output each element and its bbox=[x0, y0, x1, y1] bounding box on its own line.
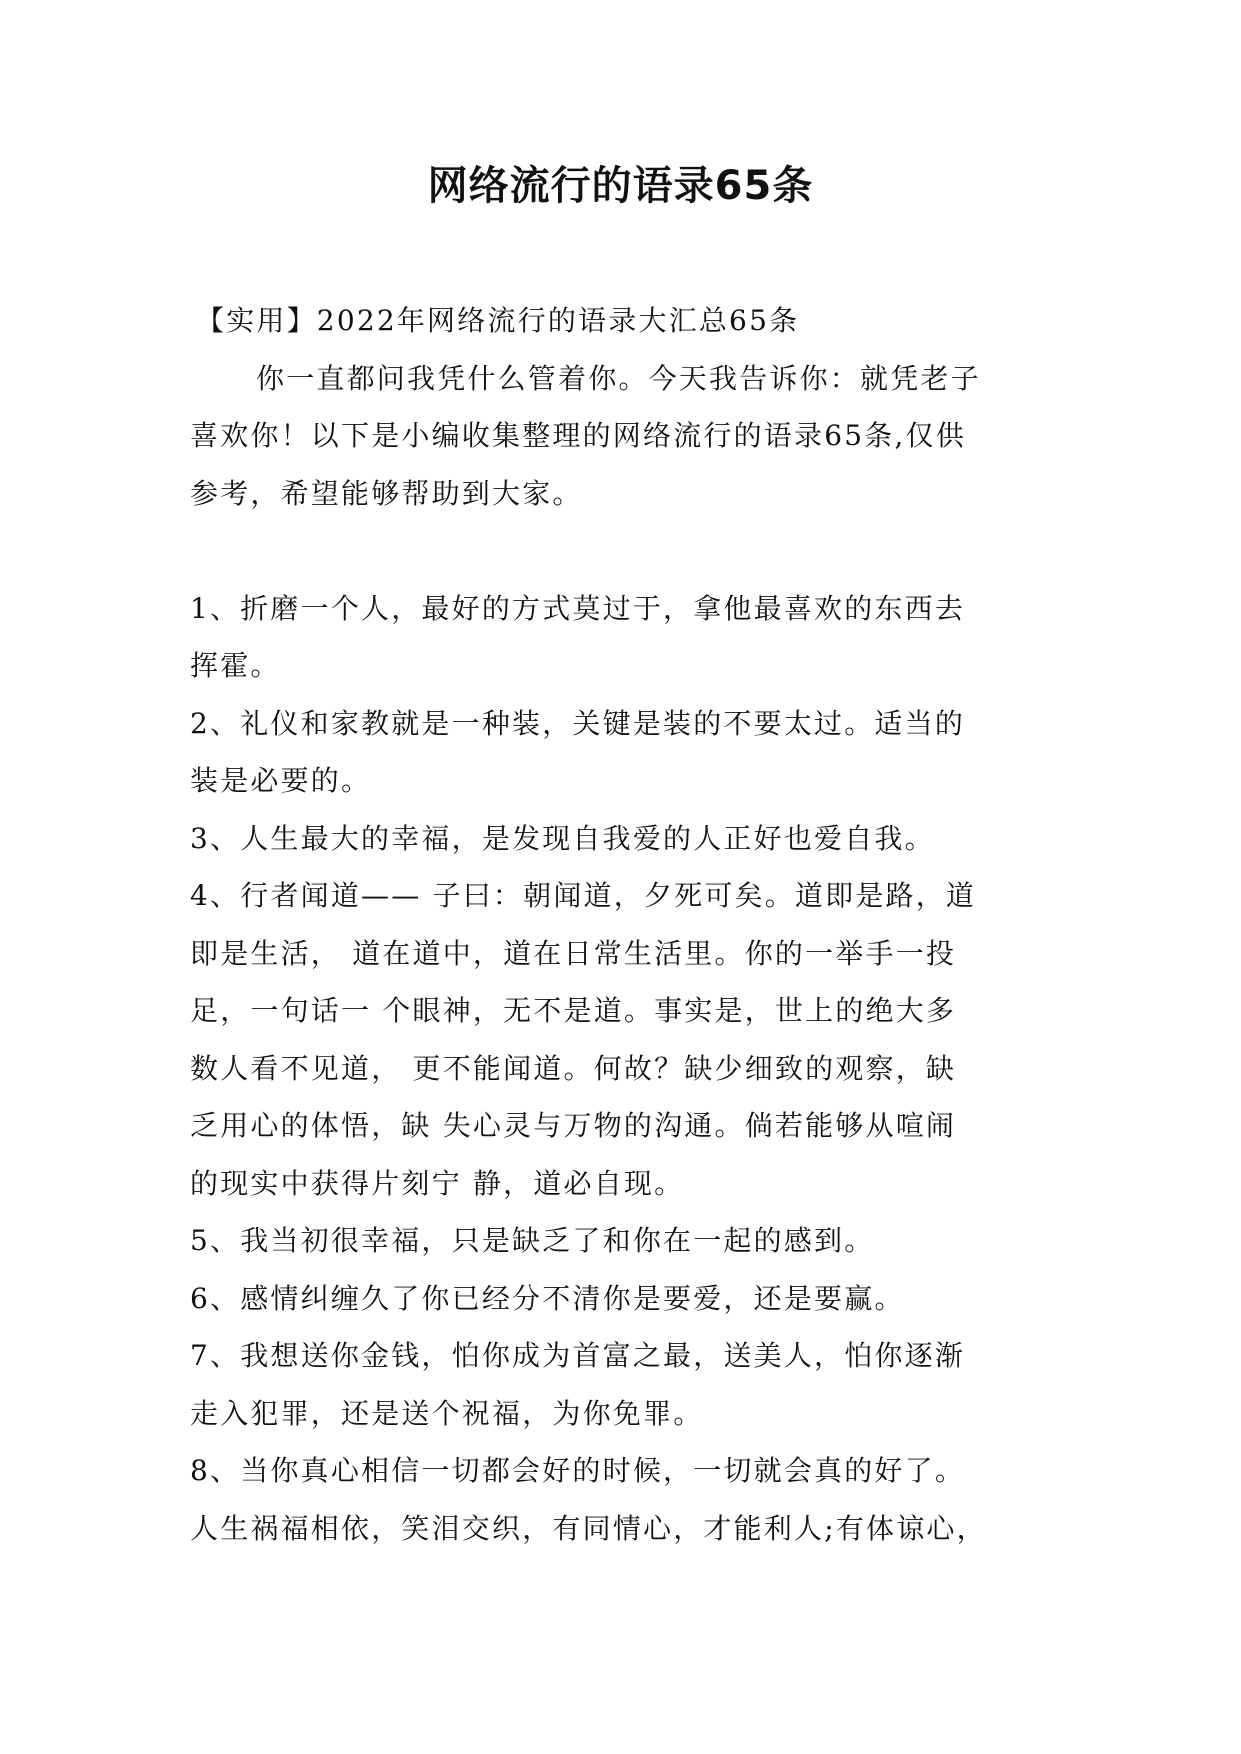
entry-line: 即是生活， 道在道中，道在日常生活里。你的一举手一投 bbox=[190, 936, 957, 970]
entry-line: 5、我当初很幸福，只是缺乏了和你在一起的感到。 bbox=[190, 1224, 875, 1257]
entry-line: 数人看不见道， 更不能闻道。何故？缺少细致的观察，缺 bbox=[190, 1051, 957, 1085]
entry-line: 4、行者闻道—— 子曰：朝闻道，夕死可矣。道即是路，道 bbox=[190, 879, 977, 912]
intro-line: 喜欢你！以下是小编收集整理的网络流行的语录65条,仅供 bbox=[190, 419, 966, 452]
paragraph-spacer bbox=[190, 522, 1051, 580]
entry-line: 足，一句话一 个眼神，无不是道。事实是，世上的绝大多 bbox=[190, 994, 957, 1027]
entry-line: 6、感情纠缠久了你已经分不清你是要爱，还是要赢。 bbox=[190, 1281, 905, 1315]
entry-line: 3、人生最大的幸福，是发现自我爱的人正好也爱自我。 bbox=[190, 821, 935, 855]
intro-line: 参考，希望能够帮助到大家。 bbox=[190, 476, 583, 510]
intro-line: 你一直都问我凭什么管着你。今天我告诉你：就凭老子 bbox=[256, 361, 981, 395]
entry-line: 的现实中获得片刻宁 静，道必自现。 bbox=[190, 1166, 685, 1200]
entry-line: 7、我想送你金钱，怕你成为首富之最，送美人，怕你逐渐 bbox=[190, 1339, 966, 1372]
entry-line: 装是必要的。 bbox=[190, 764, 372, 797]
entry-line: 人生祸福相依，笑泪交织，有同情心，才能利人;有体谅心， bbox=[190, 1511, 987, 1545]
entry-line: 2、礼仪和家教就是一种装，关键是装的不要太过。适当的 bbox=[190, 706, 966, 740]
document-body bbox=[190, 292, 1051, 1557]
subtitle-line: 【实用】2022年网络流行的语录大汇总65条 bbox=[196, 304, 800, 337]
entry-line: 乏用心的体悟，缺 失心灵与万物的沟通。倘若能够从喧闹 bbox=[190, 1109, 957, 1142]
entry-line: 8、当你真心相信一切都会好的时候，一切就会真的好了。 bbox=[190, 1454, 966, 1487]
entry-line: 挥霍。 bbox=[190, 649, 281, 682]
entry-line: 走入犯罪，还是送个祝福，为你免罪。 bbox=[190, 1396, 704, 1430]
page-title: 网络流行的语录65条 bbox=[427, 163, 814, 209]
entry-line: 1、折磨一个人，最好的方式莫过于，拿他最喜欢的东西去 bbox=[190, 591, 966, 625]
